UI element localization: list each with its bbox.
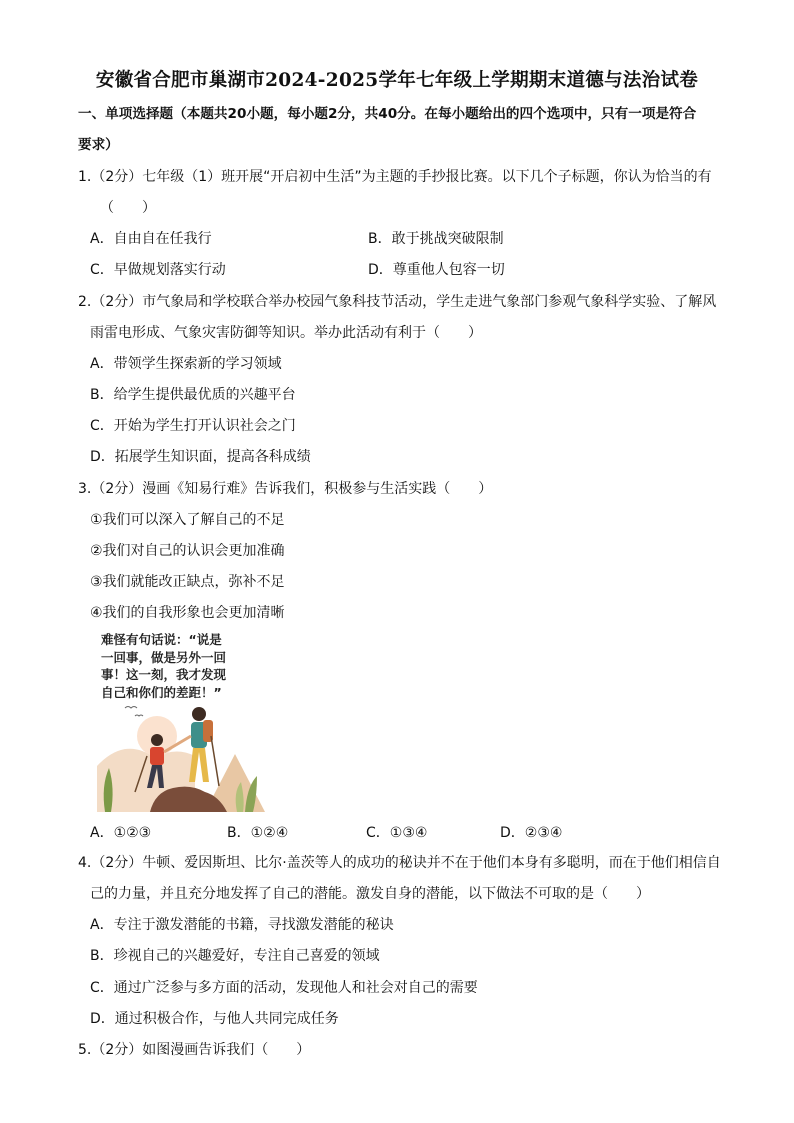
hiking-cartoon-image bbox=[95, 696, 265, 812]
q4-option-a: A．专注于激发潜能的书籍，寻找激发潜能的秘诀 bbox=[90, 917, 394, 933]
q3-item-2: ②我们对自己的认识会更加准确 bbox=[90, 543, 285, 559]
cartoon-caption bbox=[101, 631, 261, 701]
child-head bbox=[151, 734, 163, 746]
q4-stem: 4.（2分）牛顿、爱因斯坦、比尔·盖茨等人的成功的秘诀并不在于他们本身有多聪明，而在于他们相信自 bbox=[78, 855, 721, 871]
q1-option-a: A．自由自在任我行 bbox=[90, 231, 212, 247]
adult-legs bbox=[189, 748, 209, 782]
exam-title: 安徽省合肥市巢湖市2024-2025学年七年级上学期期末道德与法治试卷 bbox=[95, 70, 699, 91]
caption-line: 难怪有句话说：“说是 bbox=[101, 632, 222, 647]
trekking-pole bbox=[211, 736, 219, 786]
section-heading-cont: 要求） bbox=[78, 137, 119, 153]
q4-option-d: D．通过积极合作，与他人共同完成任务 bbox=[90, 1011, 339, 1027]
q1-stem: 1.（2分）七年级（1）班开展“开启初中生活”为主题的手抄报比赛。以下几个子标题，你认为恰当的有 bbox=[78, 169, 712, 185]
q2-stem: 2.（2分）市气象局和学校联合举办校园气象科技节活动，学生走进气象部门参观气象科学实验、了解风 bbox=[78, 294, 717, 310]
q4-option-c: C．通过广泛参与多方面的活动，发现他人和社会对自己的需要 bbox=[90, 980, 478, 996]
section-heading: 一、单项选择题（本题共20小题，每小题2分，共40分。在每小题给出的四个选项中，只有一项是符合 bbox=[78, 106, 697, 122]
q1-option-c: C．早做规划落实行动 bbox=[90, 262, 226, 278]
q3-option-b: B．①②④ bbox=[227, 825, 289, 841]
q3-option-c: C．①③④ bbox=[366, 825, 428, 841]
q1-stem-cont: （ ） bbox=[100, 200, 156, 216]
q4-stem-cont: 己的力量，并且充分地发挥了自己的潜能。激发自身的潜能，以下做法不可取的是（ ） bbox=[90, 886, 650, 902]
q4-option-b: B．珍视自己的兴趣爱好，专注自己喜爱的领域 bbox=[90, 948, 380, 964]
q3-option-a: A．①②③ bbox=[90, 825, 152, 841]
q3-item-4: ④我们的自我形象也会更加清晰 bbox=[90, 605, 285, 621]
q3-option-d: D．②③④ bbox=[500, 825, 563, 841]
adult-head bbox=[192, 707, 206, 721]
q2-option-b: B．给学生提供最优质的兴趣平台 bbox=[90, 387, 296, 403]
q3-item-1: ①我们可以深入了解自己的不足 bbox=[90, 512, 285, 528]
q2-stem-cont: 雨雷电形成、气象灾害防御等知识。举办此活动有利于（ ） bbox=[90, 325, 482, 341]
q2-option-c: C．开始为学生打开认识社会之门 bbox=[90, 418, 296, 434]
q3-item-3: ③我们就能改正缺点，弥补不足 bbox=[90, 574, 285, 590]
q5-stem: 5.（2分）如图漫画告诉我们（ ） bbox=[78, 1042, 311, 1058]
child-body bbox=[150, 747, 164, 765]
q2-option-a: A．带领学生探索新的学习领域 bbox=[90, 356, 282, 372]
q2-option-d: D．拓展学生知识面，提高各科成绩 bbox=[90, 449, 311, 465]
q1-option-b: B．敢于挑战突破限制 bbox=[368, 231, 504, 247]
q3-stem: 3.（2分）漫画《知易行难》告诉我们，积极参与生活实践（ ） bbox=[78, 481, 493, 497]
caption-line: 事！这一刻，我才发现 bbox=[101, 667, 227, 682]
caption-line: 一回事，做是另外一回 bbox=[101, 649, 227, 665]
q1-option-d: D．尊重他人包容一切 bbox=[368, 262, 505, 278]
caption-line: 自己和你们的差距！” bbox=[101, 684, 222, 700]
bird-icon bbox=[135, 715, 143, 716]
bird-icon bbox=[125, 707, 137, 709]
